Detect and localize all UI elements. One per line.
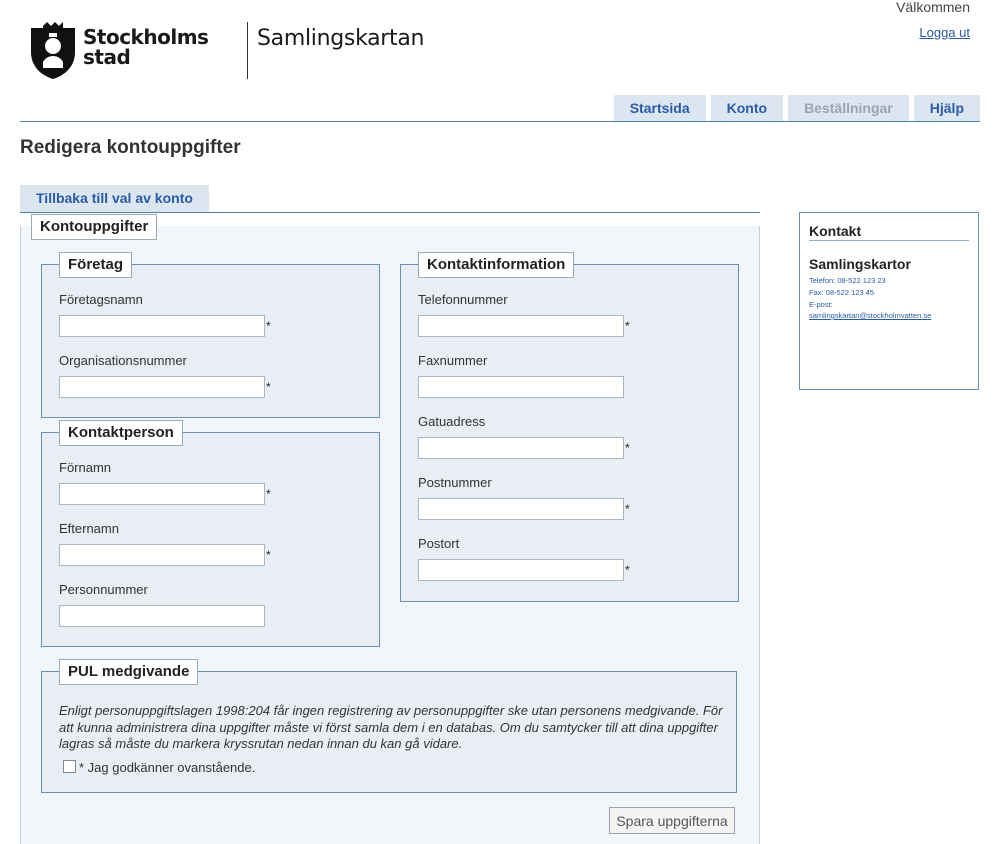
city-input[interactable]	[418, 559, 624, 581]
required-mark: *	[625, 563, 630, 577]
first-name-input[interactable]	[59, 483, 265, 505]
org-number-input[interactable]	[59, 376, 265, 398]
contact-phone: Telefon: 08-522 123 23	[809, 276, 886, 285]
contact-email-link[interactable]: samlingskartan@stockholmvatten.se	[809, 311, 932, 320]
consent-checkbox-label: * Jag godkänner ovanstående.	[79, 760, 256, 775]
app-title: Samlingskartan	[257, 26, 425, 51]
last-name-label: Efternamn	[59, 521, 119, 536]
nav-divider	[20, 121, 980, 122]
tab-bestallningar: Beställningar	[788, 95, 909, 122]
stockholm-crest-icon	[29, 22, 77, 80]
back-to-accounts-tab[interactable]: Tillbaka till val av konto	[20, 185, 209, 212]
welcome-text: Välkommen	[896, 0, 970, 15]
required-mark: *	[625, 319, 630, 333]
contact-fax: Fax: 08-522 123 45	[809, 288, 875, 297]
fax-input[interactable]	[418, 376, 624, 398]
street-input[interactable]	[418, 437, 624, 459]
pul-consent-text: Enligt personuppgiftslagen 1998:204 får ingen registrering av personuppgifter ske utan personens medgivande. För att kunna administrera dina uppgifter måste vi först samla dem i en databas. Om du samtycker till att dina uppgifter lagras så måste du markera kryssrutan nedan innan du kan gå vidare.	[59, 703, 723, 751]
header-divider	[247, 22, 248, 79]
city-label: Postort	[418, 536, 460, 551]
contact-info-legend: Kontaktinformation	[418, 252, 574, 278]
required-mark: *	[266, 380, 271, 394]
save-button[interactable]: Spara uppgifterna	[609, 807, 735, 834]
logo-wordmark: Stockholms stad	[83, 25, 209, 69]
page-title: Redigera kontouppgifter	[20, 137, 241, 158]
contact-email-label: E-post:	[809, 300, 833, 309]
last-name-input[interactable]	[59, 544, 265, 566]
phone-input[interactable]	[418, 315, 624, 337]
contact-title: Kontakt	[809, 223, 862, 239]
street-label: Gatuadress	[418, 414, 486, 429]
personal-number-label: Personnummer	[59, 582, 148, 597]
contact-box	[799, 212, 979, 390]
main-nav	[614, 95, 980, 122]
required-mark: *	[625, 502, 630, 516]
contact-person-legend: Kontaktperson	[59, 420, 183, 446]
fax-label: Faxnummer	[418, 353, 488, 368]
subtab-divider	[20, 212, 760, 213]
contact-title-divider	[809, 240, 969, 241]
required-mark: *	[266, 548, 271, 562]
zip-label: Postnummer	[418, 475, 492, 490]
required-mark: *	[266, 319, 271, 333]
tab-hjalp[interactable]: Hjälp	[914, 95, 980, 122]
logout-link[interactable]: Logga ut	[919, 25, 970, 40]
phone-label: Telefonnummer	[418, 292, 508, 307]
org-number-label: Organisationsnummer	[59, 353, 187, 368]
first-name-label: Förnamn	[59, 460, 112, 475]
required-mark: *	[266, 487, 271, 501]
company-legend: Företag	[59, 252, 132, 278]
personal-number-input[interactable]	[59, 605, 265, 627]
zip-input[interactable]	[418, 498, 624, 520]
consent-checkbox[interactable]	[63, 760, 76, 773]
form-legend: Kontouppgifter	[31, 214, 157, 240]
pul-legend: PUL medgivande	[59, 659, 198, 685]
required-mark: *	[625, 441, 630, 455]
contact-org: Samlingskartor	[809, 256, 911, 272]
tab-konto[interactable]: Konto	[711, 95, 783, 122]
company-name-label: Företagsnamn	[59, 292, 143, 307]
company-name-input[interactable]	[59, 315, 265, 337]
tab-startsida[interactable]: Startsida	[614, 95, 706, 122]
